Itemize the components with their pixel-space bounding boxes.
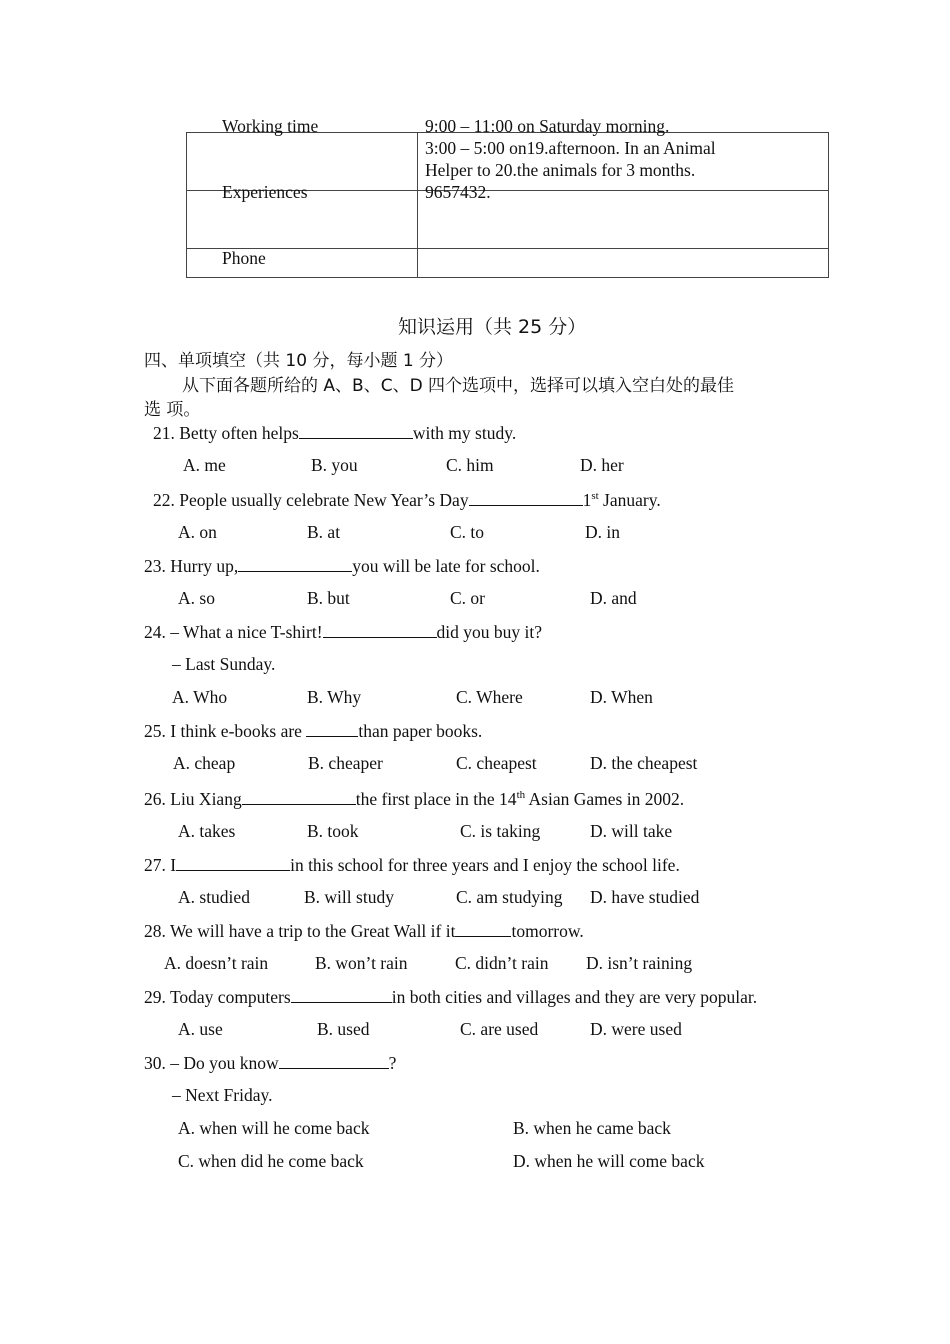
question-number: 26.	[144, 789, 166, 809]
option-c[interactable]: C. are used	[460, 1019, 539, 1039]
option-a[interactable]: A. doesn’t rain	[164, 953, 269, 973]
question-text: the first place in the 14	[355, 789, 517, 809]
question-number: 27.	[144, 855, 166, 875]
answer-blank[interactable]	[238, 555, 352, 572]
option-d[interactable]: D. in	[585, 522, 620, 542]
question-22	[153, 489, 661, 511]
option-a[interactable]: A. takes	[178, 821, 236, 841]
option-d[interactable]: D. the cheapest	[590, 753, 698, 773]
table-value-line: Helper to 20.the animals for 3 months.	[425, 160, 696, 180]
option-b[interactable]: B. Why	[307, 687, 362, 707]
option-b[interactable]: B. you	[311, 455, 358, 475]
answer-blank[interactable]	[469, 489, 583, 506]
option-b[interactable]: B. but	[307, 588, 350, 608]
instruction-line: 选 项。	[144, 400, 201, 420]
answer-blank[interactable]	[291, 986, 392, 1003]
question-text: Asian Games in 2002.	[525, 789, 685, 809]
option-c[interactable]: C. am studying	[456, 887, 563, 907]
table-label-phone: Phone	[222, 248, 266, 268]
question-number: 23.	[144, 556, 166, 576]
question-number: 21.	[153, 423, 175, 443]
question-text: than paper books.	[358, 721, 483, 741]
answer-blank[interactable]	[323, 621, 437, 638]
question-text: – What a nice T-shirt!	[170, 622, 323, 642]
question-text: ?	[388, 1053, 397, 1073]
option-a[interactable]: A. when will he come back	[178, 1118, 370, 1138]
question-text: Hurry up,	[170, 556, 239, 576]
option-d[interactable]: D. were used	[590, 1019, 682, 1039]
answer-blank[interactable]	[455, 920, 511, 937]
question-text: Betty often helps	[179, 423, 299, 443]
option-d[interactable]: D. isn’t raining	[586, 953, 693, 973]
option-d[interactable]: D. when he will come back	[513, 1151, 705, 1171]
superscript: th	[516, 789, 526, 802]
table-column-divider	[417, 133, 418, 277]
option-c[interactable]: C. is taking	[460, 821, 541, 841]
table-value-line: 9657432.	[425, 182, 491, 202]
question-text: Today computers	[169, 987, 291, 1007]
option-b[interactable]: B. used	[317, 1019, 370, 1039]
question-text: Liu Xiang	[170, 789, 242, 809]
option-b[interactable]: B. took	[307, 821, 359, 841]
question-text: January.	[598, 490, 661, 510]
option-a[interactable]: A. on	[178, 522, 217, 542]
question-text: – Do you know	[170, 1053, 279, 1073]
question-text: 1	[582, 490, 592, 510]
instruction-line: 从下面各题所给的 A、B、C、D 四个选项中，选择可以填入空白处的最佳	[182, 376, 735, 396]
question-text: with my study.	[412, 423, 517, 443]
question-28	[144, 920, 584, 942]
option-a[interactable]: A. cheap	[173, 753, 236, 773]
question-number: 30.	[144, 1053, 166, 1073]
question-26	[144, 788, 684, 810]
question-number: 24.	[144, 622, 166, 642]
option-d[interactable]: D. will take	[590, 821, 673, 841]
option-c[interactable]: C. when did he come back	[178, 1151, 364, 1171]
question-text: in both cities and villages and they are very popular.	[391, 987, 758, 1007]
question-text: did you buy it?	[436, 622, 543, 642]
option-a[interactable]: A. so	[178, 588, 215, 608]
part-heading: 四、单项填空（共 10 分，每小题 1 分）	[144, 351, 454, 371]
option-a[interactable]: A. Who	[172, 687, 228, 707]
option-d[interactable]: D. When	[590, 687, 653, 707]
question-text: in this school for three years and I enjoy the school life.	[290, 855, 680, 875]
question-number: 25.	[144, 721, 166, 741]
question-23	[144, 555, 540, 577]
option-c[interactable]: C. Where	[456, 687, 523, 707]
question-text: I think e-books are	[170, 721, 307, 741]
question-25	[144, 720, 482, 742]
option-c[interactable]: C. to	[450, 522, 485, 542]
answer-blank[interactable]	[176, 854, 290, 871]
table-label-experiences: Experiences	[222, 182, 308, 202]
question-24	[144, 621, 542, 643]
superscript: st	[591, 490, 599, 503]
option-b[interactable]: B. at	[307, 522, 341, 542]
option-a[interactable]: A. studied	[178, 887, 250, 907]
question-21	[153, 422, 516, 444]
option-c[interactable]: C. didn’t rain	[455, 953, 549, 973]
table-label-working-time: Working time	[222, 116, 319, 136]
option-d[interactable]: D. and	[590, 588, 637, 608]
option-b[interactable]: B. when he came back	[513, 1118, 671, 1138]
option-c[interactable]: C. cheapest	[456, 753, 537, 773]
option-b[interactable]: B. cheaper	[308, 753, 383, 773]
question-text: you will be late for school.	[352, 556, 540, 576]
question-reply: – Last Sunday.	[172, 654, 276, 674]
question-text: I	[170, 855, 177, 875]
option-c[interactable]: C. him	[446, 455, 494, 475]
answer-blank[interactable]	[279, 1052, 389, 1069]
option-a[interactable]: A. use	[178, 1019, 223, 1039]
option-d[interactable]: D. her	[580, 455, 624, 475]
answer-blank[interactable]	[306, 720, 358, 737]
question-30	[144, 1052, 396, 1074]
answer-blank[interactable]	[242, 788, 356, 805]
question-reply: – Next Friday.	[172, 1085, 273, 1105]
question-text: We will have a trip to the Great Wall if it	[169, 921, 456, 941]
table-value-working-time: 9:00 – 11:00 on Saturday morning.	[425, 116, 670, 136]
question-29	[144, 986, 757, 1008]
answer-blank[interactable]	[299, 422, 413, 439]
question-text: tomorrow.	[511, 921, 584, 941]
option-b[interactable]: B. will study	[304, 887, 394, 907]
table-divider	[187, 248, 828, 249]
table-value-line: 3:00 – 5:00 on19.afternoon. In an Animal	[425, 138, 716, 158]
section-title: 知识运用（共 25 分）	[398, 316, 587, 338]
question-number: 22.	[153, 490, 175, 510]
option-d[interactable]: D. have studied	[590, 887, 700, 907]
question-text: People usually celebrate New Year’s Day	[179, 490, 469, 510]
option-a[interactable]: A. me	[183, 455, 226, 475]
question-27	[144, 854, 680, 876]
question-number: 29.	[144, 987, 166, 1007]
option-b[interactable]: B. won’t rain	[315, 953, 408, 973]
question-number: 28.	[144, 921, 166, 941]
option-c[interactable]: C. or	[450, 588, 485, 608]
